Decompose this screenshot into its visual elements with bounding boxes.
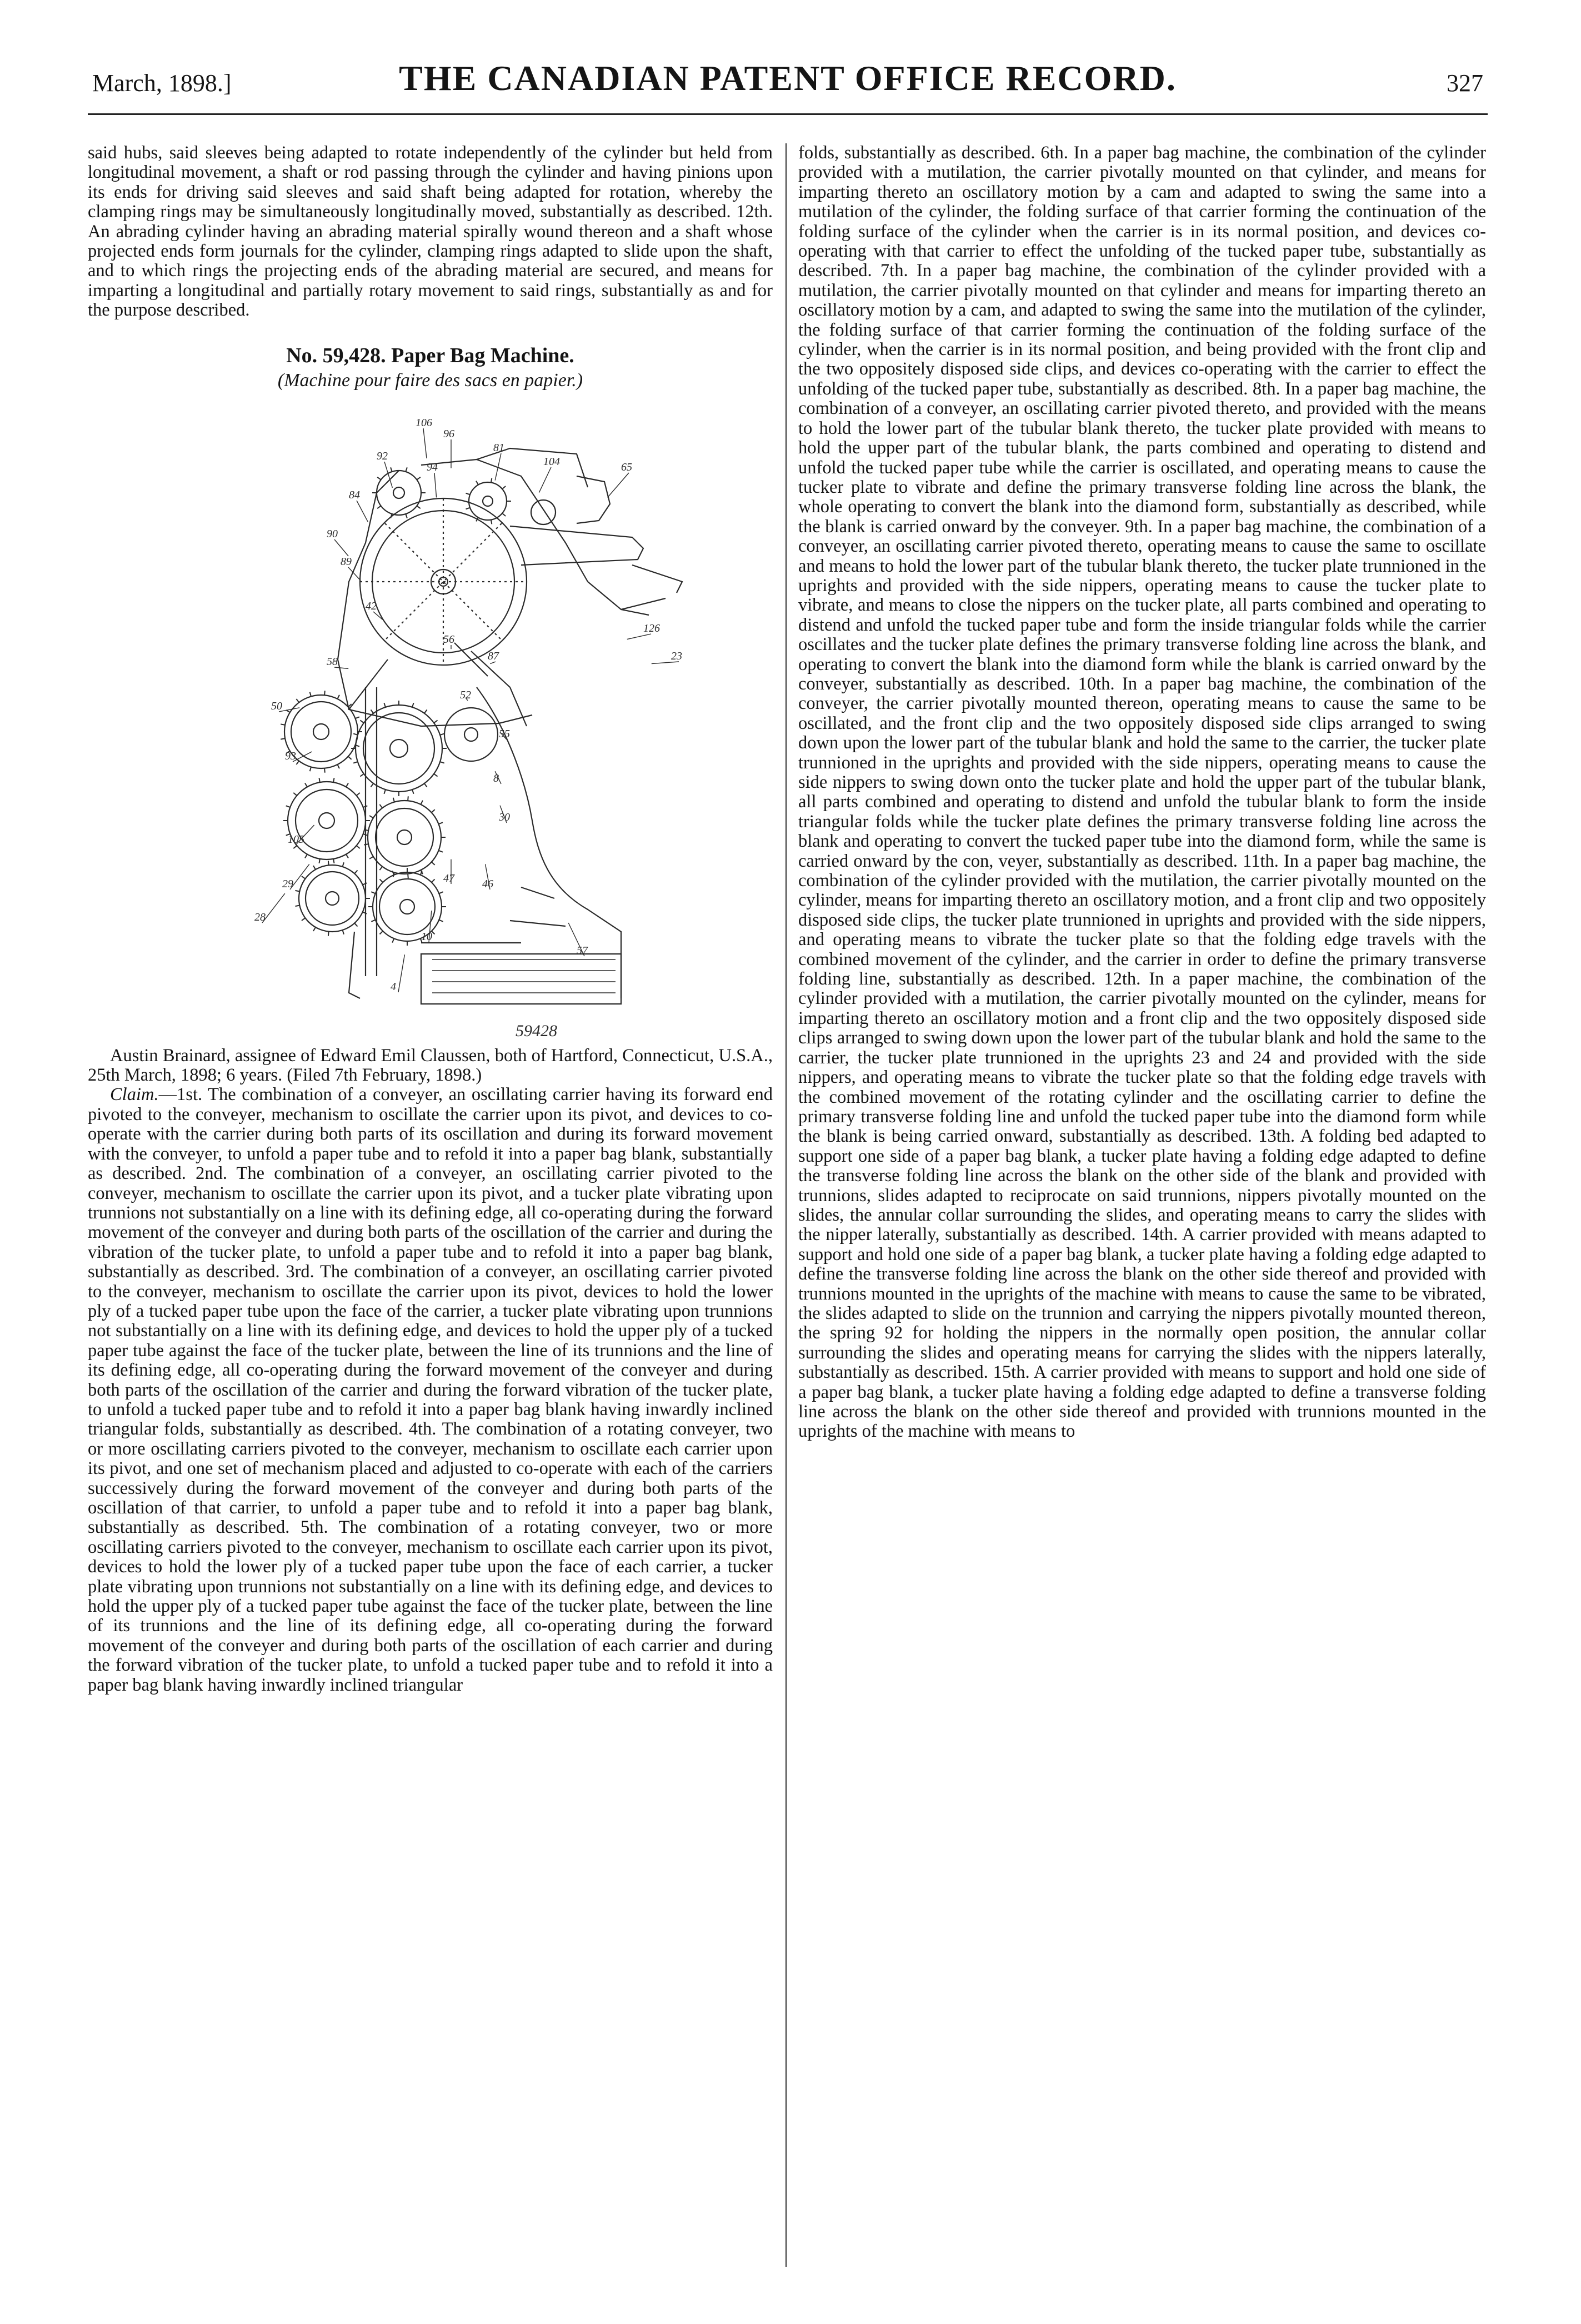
reference-numeral: 90 [327, 527, 338, 540]
gear-tooth [502, 486, 506, 489]
gear-tooth [346, 854, 348, 858]
gear-tooth [295, 891, 299, 892]
gear-tooth [393, 797, 394, 802]
gear-tooth [406, 467, 407, 472]
header-date: March, 1898.] [92, 69, 232, 97]
reference-numeral: 65 [621, 461, 632, 473]
paper-bag-machine-drawing [88, 398, 773, 1043]
gear-tooth [412, 703, 413, 707]
gear-tooth [371, 892, 375, 893]
gear-tooth [417, 477, 420, 479]
reference-numeral: 29 [282, 877, 293, 890]
gear-tooth [369, 856, 373, 858]
gear-tooth [417, 506, 420, 508]
leader-line [398, 954, 404, 992]
gear-tooth [354, 923, 357, 926]
patent-title: No. 59,428. Paper Bag Machine. [286, 343, 574, 367]
gear-tooth [421, 800, 423, 804]
gear-tooth [357, 793, 360, 796]
gear-tooth [380, 931, 383, 934]
gear-tooth [391, 467, 392, 472]
gear-tooth [310, 767, 311, 771]
gear-tooth [371, 709, 373, 713]
page-number: 327 [1447, 69, 1483, 97]
gear-tooth [346, 783, 348, 787]
gear-tooth [440, 762, 444, 763]
reference-numeral: 42 [366, 599, 377, 612]
gear-tooth [357, 846, 360, 848]
gear-tooth [302, 918, 305, 921]
reference-numeral: 4 [391, 980, 396, 993]
gear-tooth [377, 477, 381, 479]
left-column [88, 143, 773, 1695]
page-header [88, 51, 1488, 112]
claim-lead: Claim. [110, 1084, 159, 1105]
gear-tooth [439, 892, 443, 893]
gear-tooth [310, 692, 311, 696]
gear-tooth [439, 850, 443, 852]
gear-tooth [432, 879, 435, 882]
gear-tooth [313, 927, 316, 931]
gear-tooth [412, 789, 413, 794]
figure-number-label: 59428 [516, 1021, 557, 1040]
reference-numeral: 55 [499, 727, 510, 740]
gear-tooth [328, 861, 329, 865]
reference-numeral: 8 [493, 772, 499, 784]
gear-tooth [392, 871, 394, 874]
assignment-text: Austin Brainard, assignee of Edward Emil Claussen, both of Hartford, Connecticut, U.S.A., 25th March, 1898; 6 years. (Filed 7th February, 1898.) [88, 1045, 773, 1086]
gear-tooth [379, 804, 382, 808]
gear-tooth [371, 783, 373, 787]
patent-drawing [88, 398, 773, 1043]
gear-tooth [434, 774, 437, 777]
reference-numeral: 81 [493, 441, 504, 454]
gear-tooth [328, 931, 329, 936]
leader-line [357, 501, 368, 522]
gear-tooth [424, 783, 427, 787]
gear-tooth [293, 846, 297, 848]
gear-tooth [333, 778, 334, 782]
gear-tooth [434, 720, 437, 723]
gear-tooth [324, 691, 325, 695]
reference-numeral: 89 [341, 555, 352, 568]
gear-tooth [392, 938, 394, 942]
gear-tooth [476, 481, 478, 484]
gear-tooth [384, 703, 385, 707]
reference-numeral: 87 [488, 649, 499, 662]
gear-tooth [369, 816, 373, 818]
gear-tooth [432, 862, 435, 864]
gear-tooth [363, 834, 368, 836]
right-column [798, 143, 1486, 1442]
gear-tooth [348, 756, 352, 759]
gear-tooth [432, 809, 435, 812]
gear-tooth [502, 513, 506, 516]
journal-title: THE CANADIAN PATENT OFFICE RECORD. [399, 58, 1177, 98]
reference-numeral: 57 [577, 944, 588, 957]
gear-tooth [296, 699, 299, 702]
reference-numeral: 10 [421, 930, 432, 943]
gear-tooth [324, 768, 325, 772]
reference-numeral: 58 [327, 655, 338, 668]
claims-continued-text: folds, substantially as described. 6th. In a paper bag machine, the combination of the cylinder provided with a mutilation, the carrier pivotally mounted on that cylinder, and means for imparting thereto an oscillatory motion by a cam and adapted to swing the same into a mutilation of the cylinder, the folding surface of that carrier forming the continuation of the folding surface of the cylinder when the carrier is in its normal position, and devices co-operating with that carrier to effect the unfolding of the tucked paper tube, substantially as described. 7th. In a paper bag machine, the combination of the cylinder provided with a mutilation, the carrier pivotally mounted on that cylinder and means for imparting thereto an oscillatory motion by a cam, and adapted to swing the same into the mutilation of the cylinder, the folding surface of that carrier forming the continuation of the folding surface of the cylinder, when the carrier is in its normal position, and being provided with the front clip and the two oppositely disposed side clips, and devices co-operating with the carrier to effect the unfolding of the tucked paper tube, substantially as described. 8th. In a paper bag machine, the combination of a conveyer, an oscillating carrier pivoted thereto, and provided with the means to hold the lower part of the tubular blank thereto, the tucker plate provided with means to hold the upper part of the tubular blank, the parts combined and operating to distend and unfold the tucked paper tube while the carrier is oscillated, and operating means to cause the tucker plate to vibrate and define the primary transverse folding line across the blank, the whole operating to convert the blank into the diamond form, substantially as described, while the blank is carried onward by the conveyer. 9th. In a paper bag machine, the combination of a conveyer, an oscillating carrier pivoted thereto, operating means to cause the same to oscillate and means to hold the lower part of the tubular blank thereto, the tucker plate trunnioned in the uprights and provided with the side nippers, operating means to cause the tucker plate to vibrate, and means to close the nippers on the tucker plate, all parts combined and operating to distend and unfold the tucked paper tube and form the inside triangular folds while the carrier oscillates and the tucker plate defines the primary transverse folding line across the blank, and operating to convert the blank into the diamond form while the blank is carried onward by the conveyer, substantially as described. 10th. In a paper bag machine, the combination of the conveyer, the carrier pivotally mounted thereon, operating means to cause the same to be oscillated, and the front clip and the two oppositely disposed side clips arranged to swing down upon the lower part of the tubular blank and hold the same to the carrier, the tucker plate trunnioned in the uprights and provided with the side nippers, operating means to cause the side nippers to swing down onto the tucker plate and hold the upper part of the tubular blank, all parts combined and operating to distend and unfold the tubular blank to form the inside triangular folds while the tucker plate defines the primary transverse folding line across the blank and operating to convert the tucked paper tube into the diamond form, while the same is carried onward by the con, veyer, substantially as described. 11th. In a paper bag machine, the combination of the cylinder provided with the mutilation, the carrier pivotally mounted on the cylinder, means for imparting thereto an oscillatory motion, and a front clip and two oppositely disposed side clips, the tucker plate trunnioned in uprights and provided with the side nippers, and operating means to vibrate the tucker plate so that the folding edge travels with the combined movement of the cylinder, and the carrier in order to define the primary transverse folding line, substantially as described. 12th. In a paper machine, the combination of the cylinder provided with a mutilation, the carrier pivotally mounted on the cylinder, means for imparting thereto an oscillatory motion and a front clip and the two oppositely disposed side clips arranged to swing down upon the lower part of the tubular blank and hold the same to the carrier, the tucker plate trunnioned in the uprights 23 and 24 and provided with the side nippers, and operating means to vibrate the tucker plate so that the folding edge travels with the combined movement of the rotating cylinder and the oscillating carrier to define the primary transverse folding line and unfold the tucked paper tube into the diamond form while the blank is being carried onward, substantially as described. 13th. A folding bed adapted to support one side of a paper bag blank, a tucker plate having a folding edge adapted to define the transverse folding line across the blank on the other side of the blank and provided with trunnions, slides adapted to reciprocate on said trunnions, nippers pivotally mounted on the slides, the annular collar surrounding the slides, and operating means to carry the slides with the nipper laterally, substantially as described. 14th. A carrier provided with means adapted to support and hold one side of a paper bag blank, a tucker plate having a folding edge adapted to define the transverse folding line across the blank on the other side thereof and provided with trunnions mounted in the uprights of the machine with means to cause the same to be vibrated, the slides adapted to slide on the trunnion and carrying the nippers pivotally mounted thereon, the spring 92 for holding the nippers in the normally open position, the annular collar surrounding the slides and operating means for carrying the slides with the nippers laterally, substantially as described. 15th. A carrier provided with means to support and hold one side of a paper bag blank, a tucker plate having a folding edge adapted to define a transverse folding line across the blank on the other side thereof and provided with trunnions mounted in the uprights of the machine with means to [798, 143, 1486, 1442]
gear-tooth [466, 493, 471, 494]
gear-tooth [421, 871, 422, 874]
gear-tooth [424, 709, 427, 713]
reference-numeral: 105 [288, 833, 304, 846]
gear-tooth [380, 879, 383, 882]
reference-numeral: 28 [254, 911, 266, 923]
reference-numeral: 106 [416, 416, 432, 429]
column-divider [786, 143, 787, 2267]
reference-numeral: 126 [643, 622, 660, 634]
gear-tooth [353, 762, 358, 763]
leader-line [539, 467, 551, 493]
reference-numeral: 52 [460, 688, 471, 701]
leader-line [434, 473, 437, 497]
reference-numeral: 46 [482, 877, 493, 890]
reference-numeral: 47 [443, 872, 454, 884]
gear-tooth [491, 519, 492, 524]
patent-subtitle: (Machine pour faire des sacs en papier.) [277, 369, 583, 391]
reference-numeral: 93 [285, 749, 296, 762]
gear-tooth [305, 783, 307, 787]
gear-tooth [313, 866, 316, 869]
gear-tooth [354, 870, 357, 873]
gear-tooth [343, 862, 344, 867]
reference-numeral: 92 [377, 449, 388, 462]
reference-numeral: 94 [427, 461, 438, 473]
gear-tooth [281, 738, 285, 739]
gear-tooth [371, 919, 375, 921]
continuation-text: said hubs, said sleeves being adapted to rotate independently of the cylinder but held from longitudinal movement, a shaft or rod passing through the cylinder and having pinions upon its ends for driving said sleeves and said shaft being adapted for rotation, whereby the clamping rings may be simultaneously longitudinally moved, substantially as described. 12th. An abrading cylinder having an abrading material spirally wound thereon and a shaft whose projected ends form journals for the cylinder, clamping rings adapted to slide upon the shaft, and to which rings the projecting ends of the abrading material are secured, and means for imparting a longitudinal and partially rotary movement to said rings, substantially as and for the purpose described. [88, 143, 773, 321]
claims-paragraph [88, 1085, 773, 1695]
gear-tooth [337, 694, 339, 698]
gear-tooth [379, 866, 382, 869]
gear-tooth [439, 822, 443, 824]
gear-tooth [491, 478, 492, 482]
reference-numeral: 96 [443, 427, 454, 440]
reference-numeral: 56 [443, 633, 454, 646]
gear-tooth [406, 514, 407, 518]
gear-tooth [439, 919, 443, 921]
gear-tooth [333, 859, 334, 863]
gear-tooth [384, 789, 385, 794]
gear-tooth [296, 761, 299, 764]
gear-tooth [360, 774, 363, 777]
gear-tooth [295, 905, 299, 906]
gear-tooth [305, 854, 307, 858]
gear-tooth [466, 507, 471, 509]
gear-tooth [302, 876, 305, 879]
leader-line [334, 539, 348, 556]
gear-tooth [337, 764, 339, 768]
claims-text: —1st. The combination of a conveyer, an oscillating carrier having its forward end pivoted to the conveyer, mechanism to oscillate the carrier upon its pivot, and devices to co-operate with the carrier during both parts of its oscillation and during its forward movement with the conveyer, to unfold a paper tube and to refold it into a paper bag blank, substantially as described. 2nd. The combination of a conveyer, an oscillating carrier pivoted to the conveyer, mechanism to oscillate the carrier upon its pivot, and a tucker plate vibrating upon trunnions not substantially on a line with its defining edge, all co-operating during the forward movement of the conveyer and during both parts of the oscillation of the carrier and during the vibration of the tucker plate, to unfold a paper tube and to refold it into a paper bag blank, substantially as described. 3rd. The combination of a conveyer, an oscillating carrier pivoted to the conveyer, mechanism to oscillate the carrier upon its pivot, devices to hold the lower ply of a tucked paper tube upon the face of the carrier, a tucker plate vibrating upon trunnions not substantially on a line with its defining edge, and devices to hold the upper ply of a tucked paper tube against the face of the tucker plate, between the line of its trunnions and the line of its defining edge, all co-operating during the forward movement of the conveyer and during both parts of the oscillation of the carrier and during the forward vibration of the tucker plate, to unfold a tucked paper tube and to refold it into a paper bag blank having inwardly inclined triangular folds, substantially as described. 4th. The combination of a rotating conveyer, two or more oscillating carriers pivoted to the conveyer, mechanism to oscillate each carrier upon its pivot, and one set of mechanism placed and adjusted to co-operate with each of the carriers successively during the forward movement of the conveyer and during both parts of the oscillation of that carrier, to unfold a paper tube and to refold it into a paper bag blank, substantially as described. 5th. The combination of a rotating conveyer, two or more oscillating carriers pivoted to the conveyer, mechanism to oscillate each carrier upon its pivot, devices to hold the lower ply of a tucked paper tube upon the face of each carrier, a tucker plate vibrating upon trunnions not substantially on a line with its defining edge, and devices to hold the upper ply of a tucked paper tube against the face of the tucker plate, between the line of its trunnions and the line of its defining edge, all co-operating during the forward movement of the conveyer and during both parts of the oscillation of each carrier and during the forward vibration of the tucker plate, to unfold a tucked paper tube and to refold it into a paper bag blank having inwardly inclined triangular [88, 1084, 773, 1695]
header-rule [88, 113, 1488, 115]
gear-tooth [353, 733, 358, 734]
reference-numeral: 84 [349, 488, 360, 501]
leader-line [627, 634, 651, 639]
gear-tooth [377, 506, 381, 508]
gear-tooth [343, 930, 344, 934]
gear-tooth [440, 733, 444, 734]
leader-line [608, 473, 629, 497]
reference-numeral: 23 [671, 649, 682, 662]
gear-tooth [286, 806, 291, 807]
gear-tooth [356, 717, 359, 718]
reference-numeral: 30 [499, 811, 510, 823]
gear-tooth [363, 806, 368, 807]
reference-numeral: 104 [543, 455, 560, 468]
leader-line [262, 893, 285, 923]
reference-numeral: 50 [271, 699, 282, 712]
gear-tooth [391, 514, 392, 518]
gear-tooth [360, 720, 363, 723]
gear-tooth [293, 793, 297, 796]
leader-line [423, 428, 427, 458]
